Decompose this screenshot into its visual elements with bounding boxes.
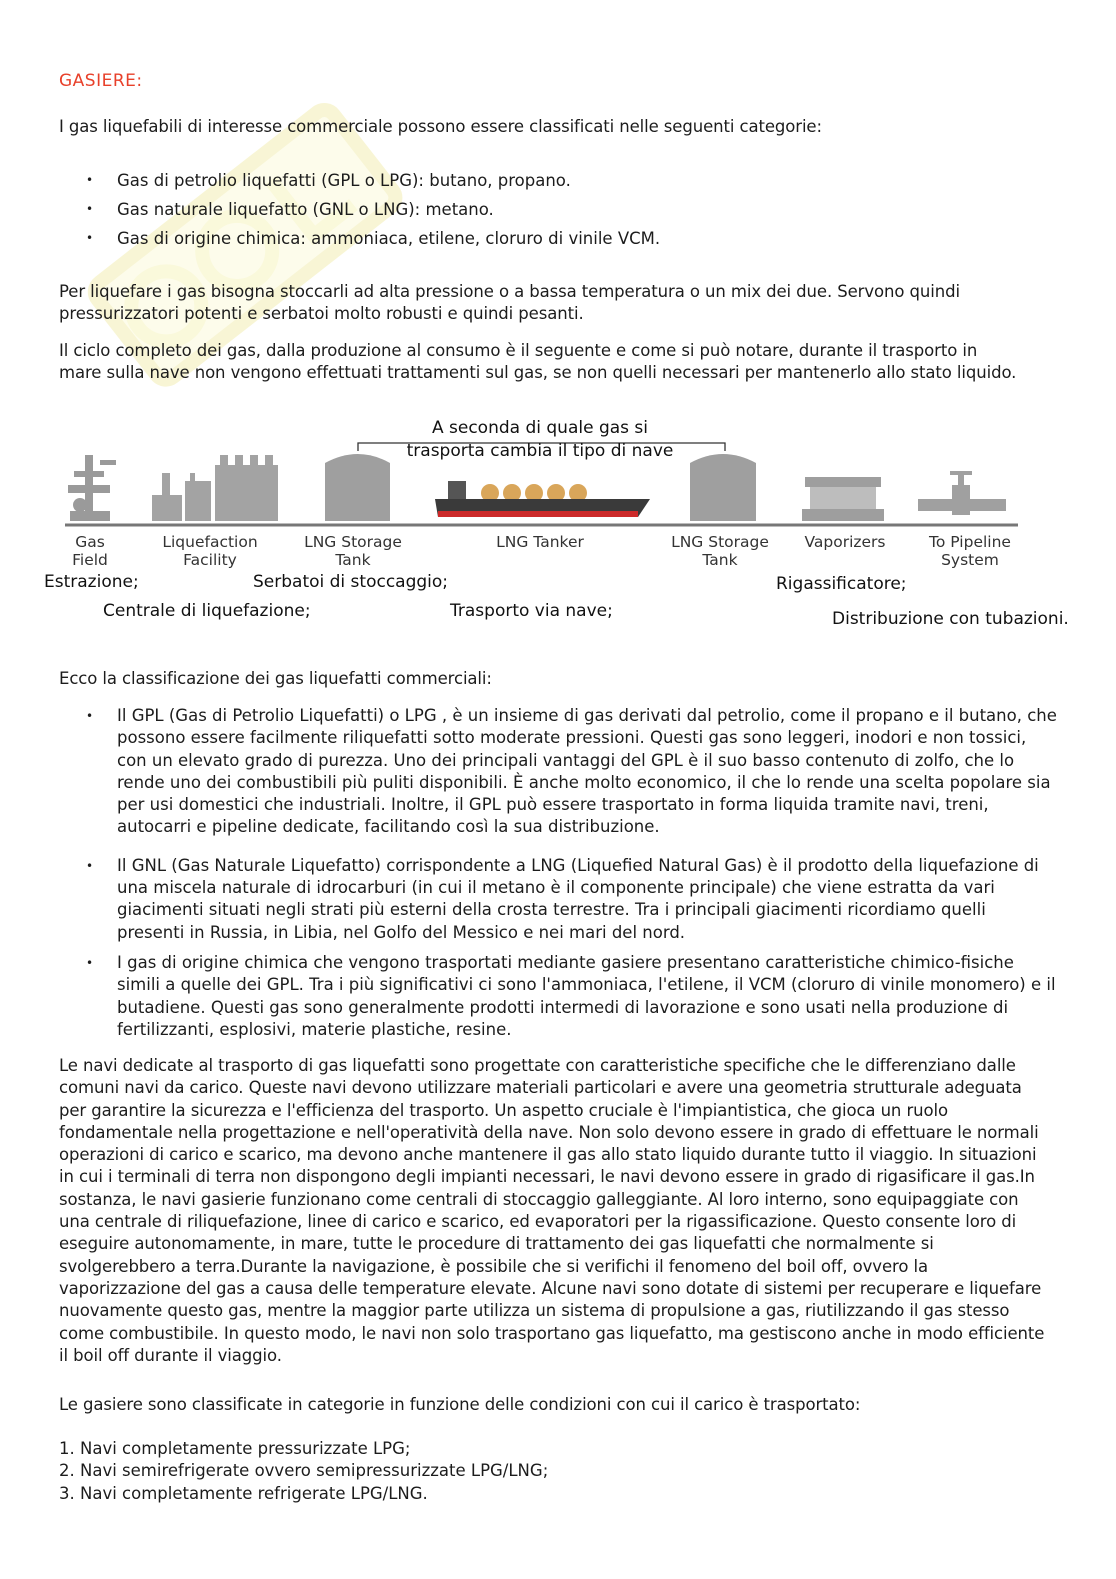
ships-paragraph: Le navi dedicate al trasporto di gas liquefatti sono progettate con caratteristiche specifiche che le differenziano dalle comuni navi da carico. Queste navi devono utilizzare materiali particolari e avere una geometria strutturale adeguata per garantire la sicurezza e l'efficienza del trasporto. Un aspetto cruciale è l'impiantistica, che gioca un ruolo fondamentale nella progettazione e nell'operatività della nave. Non solo devono essere in grado di effettuare le normali operazioni di carico e scarico, ma devono anche mantenere il gas allo stato liquido durante tutto il viaggio. In situazioni in cui i terminali di terra non dispongono degli impianti necessari, le navi devono essere in grado di rigasificare il gas.In sostanza, le navi gasierie funzionano come centrali di stoccaggio galleggiante. Al loro interno, sono equipaggiate con una centrale di riliquefazione, linee di carico e scarico, ed evaporatori per la rigassificazione. Questo consente loro di eseguire autonomamente, in mare, tutte le procedure di trattamento dei gas liquefatti che normalmente si svolgerebbero a terra.Durante la navigazione, è possibile che si verifichi il fenomeno del boil off, ovvero la vaporizzazione del gas a causa delle temperature elevate. Alcune navi sono dotate di sistemi per recuperare e liquefare nuovamente questo gas, mentre la maggior parte utilizza un sistema di propulsione a gas, riutilizzando il gas stesso come combustibile. In questo modo, le navi non solo trasportano gas liquefatto, ma gestiscono anche in modo efficiente il boil off durante il viaggio.: [59, 1056, 1045, 1365]
caption-serbatoi: Serbatoi di stoccaggio;: [253, 572, 449, 592]
storage-paragraph: Per liquefare i gas bisogna stoccarli ad alta pressione o a bassa temperatura o un mix dei due. Servono quindi pressurizzatori potenti e serbatoi molto robusti e quindi pesanti.: [59, 282, 960, 324]
diagram-label-line: Vaporizers: [804, 533, 886, 551]
diagram-label-line: Facility: [183, 551, 237, 569]
list-item: 3. Navi completamente refrigerate LPG/LNG.: [59, 1483, 428, 1503]
caption-centrale: Centrale di liquefazione;: [103, 601, 311, 621]
list-item: • Gas di origine chimica: ammoniaca, etilene, cloruro di vinile VCM.: [117, 224, 1067, 253]
lng-tanker-icon: [435, 481, 650, 517]
gas-cycle-diagram: [40, 415, 1090, 630]
diagram-label-line: LNG Storage: [304, 533, 402, 551]
classification-intro: Ecco la classificazione dei gas liquefatti commerciali:: [59, 669, 492, 688]
diagram-label-line: LNG Tanker: [496, 533, 584, 551]
caption-trasporto: Trasporto via nave;: [450, 601, 613, 621]
diagram-label-tanker: [480, 533, 600, 551]
list-item: 2. Navi semirefrigerate ovvero semipressurizzate LPG/LNG;: [59, 1461, 549, 1481]
ship-classes-intro: Le gasiere sono classificate in categorie in funzione delle condizioni con cui il carico è trasportato:: [59, 1395, 861, 1414]
diagram-label-liquefaction: [155, 533, 265, 569]
caption-rigassificatore: Rigassificatore;: [776, 574, 907, 594]
gas-field-icon: [68, 455, 116, 521]
intro-text: I gas liquefabili di interesse commerciale possono essere classificati nelle seguenti categorie:: [59, 117, 822, 136]
bracket-note: [370, 419, 710, 460]
caption-estrazione: Estrazione;: [44, 572, 139, 592]
list-item: 1. Navi completamente pressurizzate LPG;: [59, 1439, 411, 1458]
diagram-label-vaporizers: [795, 533, 895, 551]
liquefaction-facility-icon: [152, 455, 278, 521]
list-item: • Gas di petrolio liquefatti (GPL o LPG): butano, propano.: [117, 166, 1067, 195]
diagram-label-line: Field: [72, 551, 108, 569]
caption-distribuzione: Distribuzione con tubazioni.: [832, 609, 1069, 629]
pipeline-icon: [918, 471, 1006, 515]
diagram-label-pipeline: [920, 533, 1020, 569]
diagram-label-gas-field: [60, 533, 120, 569]
diagram-label-line: System: [941, 551, 999, 569]
list-item: • Il GPL (Gas di Petrolio Liquefatti) o LPG , è un insieme di gas derivati dal petrolio, come il propano e il butano, che possono essere facilmente riliquefatti sotto moderate pressioni. Questi gas sono leggeri, inodori e non tossici, con un elevato grado di purezza. Uno dei principali vantaggi del GPL è il suo basso contenuto di zolfo, che lo rende uno dei combustibili più puliti disponibili. È anche molto economico, il che lo rende una scelta popolare sia per usi domestici che industriali. Inoltre, il GPL può essere trasportato in forma liquida tramite navi, treni, autocarri e pipeline dedicate, facilitando così la sua distribuzione.: [117, 705, 1057, 839]
diagram-label-storage-1: [298, 533, 408, 569]
lng-storage-tank-icon: [325, 454, 390, 521]
classification-list: [117, 705, 1057, 1057]
diagram-label-line: LNG Storage: [671, 533, 769, 551]
diagram-label-storage-2: [665, 533, 775, 569]
list-item: • Gas naturale liquefatto (GNL o LNG): metano.: [117, 195, 1067, 224]
cycle-paragraph: Il ciclo completo dei gas, dalla produzione al consumo è il seguente e come si può notare, durante il trasporto in mare sulla nave non vengono effettuati trattamenti sul gas, se non quelli necessari per mantenerlo allo stato liquido.: [59, 341, 1017, 383]
category-list: [117, 166, 1067, 253]
ship-classes-list: [59, 1438, 548, 1505]
list-item: • Il GNL (Gas Naturale Liquefatto) corrispondente a LNG (Liquefied Natural Gas) è il prodotto della liquefazione di una miscela naturale di idrocarburi (in cui il metano è il componente principale) che viene estratta da vari giacimenti situati negli strati più esterni della crosta terrestre. Tra i principali giacimenti ricordiamo quelli presenti in Russia, in Libia, nel Golfo del Messico e nei mari del nord.: [117, 855, 1057, 944]
bracket-note-line: A seconda di quale gas si: [431, 418, 649, 438]
diagram-label-line: Tank: [702, 551, 738, 569]
page-title: GASIERE:: [59, 71, 143, 91]
bracket-note-line: trasporta cambia il tipo di nave: [406, 441, 674, 461]
diagram-label-line: Liquefaction: [162, 533, 258, 551]
lng-storage-tank-icon: [690, 454, 756, 521]
diagram-label-line: Tank: [335, 551, 371, 569]
list-item: • I gas di origine chimica che vengono trasportati mediante gasiere presentano caratteristiche chimico-fisiche simili a quelle dei GPL. Tra i più significativi ci sono l'ammoniaca, l'etilene, il VCM (cloruro di vinile monomero) e il butadiene. Questi gas sono generalmente prodotti intermedi di lavorazione e sono usati nella produzione di fertilizzanti, esplosivi, materie plastiche, resine.: [117, 952, 1057, 1041]
diagram-label-line: Gas: [75, 533, 105, 551]
vaporizers-icon: [802, 477, 884, 521]
diagram-label-line: To Pipeline: [929, 533, 1011, 551]
